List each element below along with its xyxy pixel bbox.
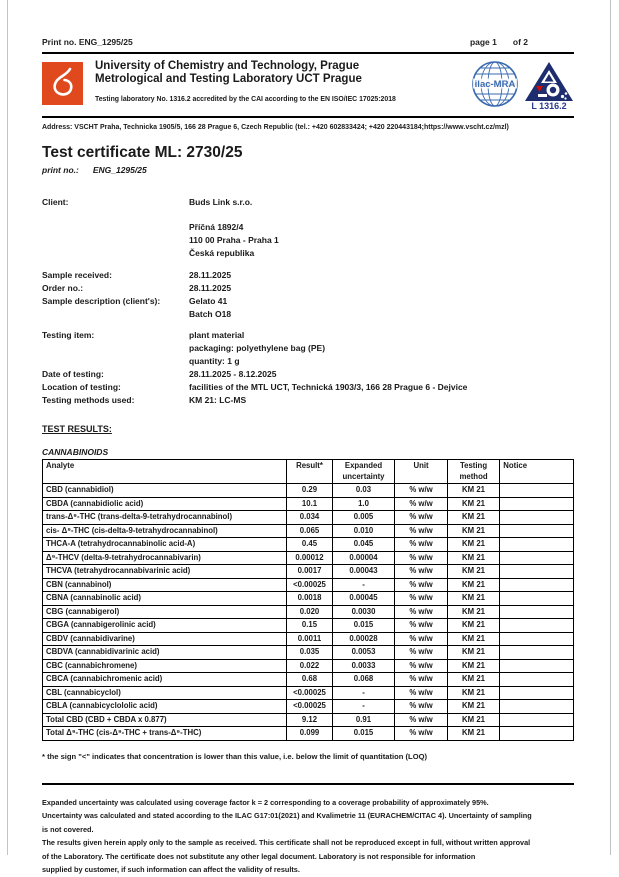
certificate-info [42,196,574,407]
result-cell: 0.065 [287,524,332,538]
method-cell: KM 21 [447,484,499,498]
analyte-cell: CBL (cannabicyclol) [43,686,287,700]
result-cell: <0.00025 [287,686,332,700]
info-label: Testing methods used: [42,395,135,405]
method-cell: KM 21 [447,538,499,552]
uncertainty-cell: - [332,578,395,592]
method-cell: KM 21 [447,727,499,741]
table-row [43,686,574,700]
info-label: Order no.: [42,283,84,293]
col-result: Result* [287,460,332,484]
method-cell: KM 21 [447,524,499,538]
org-name-line1: University of Chemistry and Technology, Prague [95,60,360,72]
info-row [42,381,574,394]
analyte-cell: CBG (cannabigerol) [43,605,287,619]
client-address-line: 110 00 Praha - Praha 1 [189,235,279,245]
table-row [43,578,574,592]
method-cell: KM 21 [447,551,499,565]
footer-disclaimer [42,796,574,877]
uncertainty-cell: 0.015 [332,619,395,633]
accreditation-logos [471,60,574,111]
unit-cell: % w/w [395,727,447,741]
notice-cell [500,659,574,673]
print-no-value: ENG_1295/25 [92,165,147,175]
result-cell: <0.00025 [287,578,332,592]
info-value: 28.11.2025 [189,283,232,293]
footer-line: supplied by customer, if such information can affect the validity of results. [42,865,300,874]
notice-cell [500,511,574,525]
client-address-line: Česká republika [189,248,255,258]
results-table [42,459,574,741]
table-row [43,646,574,660]
info-row [42,394,574,407]
method-cell: KM 21 [447,673,499,687]
client-row [42,196,574,209]
uncertainty-cell: 0.00004 [332,551,395,565]
result-cell: 0.15 [287,619,332,633]
unit-cell: % w/w [395,484,447,498]
result-cell: 0.020 [287,605,332,619]
analyte-cell: THCA-A (tetrahydrocannabinolic acid-A) [43,538,287,552]
results-table-body [43,484,574,741]
notice-cell [500,551,574,565]
table-row [43,538,574,552]
analyte-cell: CBNA (cannabinolic acid) [43,592,287,606]
uncertainty-cell: - [332,700,395,714]
table-row [43,632,574,646]
uncertainty-cell: 0.00045 [332,592,395,606]
table-row [43,524,574,538]
notice-cell [500,632,574,646]
client-address-line: Příčná 1892/4 [189,222,244,232]
result-cell: 0.022 [287,659,332,673]
accreditation-line: Testing laboratory No. 1316.2 accredited by the CAI according to the EN ISO/IEC 17025:2018 [95,96,396,103]
notice-cell [500,605,574,619]
unit-cell: % w/w [395,592,447,606]
method-cell: KM 21 [447,646,499,660]
method-cell: KM 21 [447,659,499,673]
info-row [42,342,574,355]
notice-cell [500,686,574,700]
print-number: Print no. ENG_1295/25 [42,37,133,47]
print-row [42,37,574,47]
method-cell: KM 21 [447,619,499,633]
method-cell: KM 21 [447,592,499,606]
table-row [43,659,574,673]
method-cell: KM 21 [447,632,499,646]
certificate-print-no [42,165,574,175]
test-results-heading: TEST RESULTS: [42,424,112,434]
result-cell: 0.29 [287,484,332,498]
info-value: facilities of the MTL UCT, Technická 1903/3, 166 28 Prague 6 - Dejvice [189,382,468,392]
uncertainty-cell: 0.005 [332,511,395,525]
letterhead-text [95,60,459,111]
uncertainty-cell: 0.0030 [332,605,395,619]
notice-cell [500,646,574,660]
footer-line: is not covered. [42,824,94,834]
method-cell: KM 21 [447,565,499,579]
table-row [43,727,574,741]
info-row [42,355,574,368]
cai-logo-block [524,61,574,111]
analyte-cell: THCVA (tetrahydrocannabivarinic acid) [43,565,287,579]
info-value: KM 21: LC-MS [189,395,247,405]
info-row [42,368,574,381]
result-cell: 10.1 [287,497,332,511]
unit-cell: % w/w [395,619,447,633]
unit-cell: % w/w [395,605,447,619]
info-label: Location of testing: [42,382,121,392]
analyte-cell: Total Δ⁹-THC (cis-Δ⁹-THC + trans-Δ⁹-THC) [43,727,287,741]
result-cell: 0.45 [287,538,332,552]
unit-cell: % w/w [395,632,447,646]
client-name: Buds Link s.r.o. [189,197,253,207]
info-label [42,342,189,355]
method-cell: KM 21 [447,700,499,714]
result-cell: 0.00012 [287,551,332,565]
uncertainty-cell: - [332,686,395,700]
unit-cell: % w/w [395,578,447,592]
ilac-mra-text: ilac-MRA [474,79,516,90]
result-cell: 9.12 [287,713,332,727]
analyte-cell: trans-Δ⁹-THC (trans-delta-9-tetrahydrocannabinol) [43,511,287,525]
result-cell: 0.035 [287,646,332,660]
result-cell: 0.034 [287,511,332,525]
page-label: page 1 [469,37,497,47]
unit-cell: % w/w [395,713,447,727]
table-row [43,592,574,606]
table-row [43,713,574,727]
table-row [43,497,574,511]
page-of-label: of 2 [512,37,528,47]
info-value: plant material [189,330,245,340]
info-label: Sample received: [42,270,112,280]
lab-address-line: Address: VSCHT Praha, Technicka 1905/5, 166 28 Prague 6, Czech Republic (tel.: +420 602833424; +420 220443184;https://www.vscht.cz/mzl) [42,124,509,131]
uncertainty-cell: 0.010 [332,524,395,538]
notice-cell [500,727,574,741]
footer-line: of the Laboratory. The certificate does not substitute any other legal document. Laboratory is not responsible for information [42,851,476,861]
client-address-block [42,221,574,260]
info-label [42,308,189,321]
result-cell: 0.0011 [287,632,332,646]
unit-cell: % w/w [395,565,447,579]
analyte-cell: cis- Δ⁹-THC (cis-delta-9-tetrahydrocannabinol) [43,524,287,538]
loq-footnote: * the sign "<" indicates that concentration is lower than this value, i.e. below the limit of quantitation (LOQ) [42,751,428,761]
info-value: Gelato 41 [189,296,228,306]
table-row [43,605,574,619]
divider-footer [42,783,574,785]
table-row [43,700,574,714]
info-value: quantity: 1 g [189,356,240,366]
unit-cell: % w/w [395,686,447,700]
unit-cell: % w/w [395,524,447,538]
footer-line: The results given herein apply only to the sample as received. This certificate shall not be reproduced except in full, without written approval [42,838,531,847]
client-label: Client: [42,197,69,207]
unit-cell: % w/w [395,700,447,714]
unit-cell: % w/w [395,538,447,552]
table-header-row [43,460,574,484]
uncertainty-cell: 0.068 [332,673,395,687]
uct-flask-logo-icon [42,62,83,105]
uncertainty-cell: 0.91 [332,713,395,727]
unit-cell: % w/w [395,673,447,687]
table-row [43,551,574,565]
page-indicator [470,37,528,47]
uncertainty-cell: 1.0 [332,497,395,511]
method-cell: KM 21 [447,605,499,619]
method-cell: KM 21 [447,686,499,700]
table-row [43,619,574,633]
uncertainty-cell: 0.00028 [332,632,395,646]
print-no-label: print no.: [42,165,79,175]
info-row [42,308,574,321]
table-row [43,673,574,687]
cannabinoids-heading: CANNABINOIDS [42,447,109,457]
uncertainty-cell: 0.03 [332,484,395,498]
uncertainty-cell: 0.0033 [332,659,395,673]
method-cell: KM 21 [447,713,499,727]
method-cell: KM 21 [447,497,499,511]
notice-cell [500,592,574,606]
result-cell: 0.099 [287,727,332,741]
cai-triangle-logo-icon [524,61,574,102]
notice-cell [500,578,574,592]
unit-cell: % w/w [395,551,447,565]
analyte-cell: CBLA (cannabicyclololic acid) [43,700,287,714]
info-row [42,282,574,295]
notice-cell [500,700,574,714]
method-cell: KM 21 [447,578,499,592]
ilac-mra-logo-icon [471,60,519,108]
notice-cell [500,619,574,633]
analyte-cell: CBGA (cannabigerolinic acid) [43,619,287,633]
col-method: Testing method [447,460,499,484]
info-label: Sample description (client's): [42,296,161,306]
table-row [43,484,574,498]
certificate-title: Test certificate ML: 2730/25 [42,144,243,161]
cai-accreditation-number: L 1316.2 [531,101,567,111]
info-row [42,295,574,308]
result-cell: <0.00025 [287,700,332,714]
uncertainty-cell: 0.015 [332,727,395,741]
analyte-cell: CBN (cannabinol) [43,578,287,592]
table-row [43,565,574,579]
footer-line: Uncertainty was calculated and stated according to the ILAC G17:01(2021) and Kvalimetrie 11 (EURACHEM/CITAC 4). Uncertainty of sampling [42,811,532,820]
result-cell: 0.0018 [287,592,332,606]
divider-under-letterhead [42,116,574,118]
info-label: Testing item: [42,330,95,340]
analyte-cell: Total CBD (CBD + CBDA x 0.877) [43,713,287,727]
result-cell: 0.0017 [287,565,332,579]
info-value: Batch O18 [189,309,232,319]
info-value: packaging: polyethylene bag (PE) [189,343,326,353]
col-analyte: Analyte [43,460,287,484]
letterhead [42,54,574,116]
info-label [42,355,189,368]
method-cell: KM 21 [447,511,499,525]
notice-cell [500,713,574,727]
analyte-cell: CBC (cannabichromene) [43,659,287,673]
analyte-cell: CBDVA (cannabidivarinic acid) [43,646,287,660]
certificate-page [7,0,611,874]
uncertainty-cell: 0.045 [332,538,395,552]
info-row [42,329,574,342]
notice-cell [500,497,574,511]
uncertainty-cell: 0.0053 [332,646,395,660]
analyte-cell: CBDA (cannabidiolic acid) [43,497,287,511]
col-unit: Unit [395,460,447,484]
unit-cell: % w/w [395,659,447,673]
org-name-line2: Metrological and Testing Laboratory UCT Prague [95,73,362,85]
notice-cell [500,565,574,579]
uncertainty-cell: 0.00043 [332,565,395,579]
unit-cell: % w/w [395,511,447,525]
result-cell: 0.68 [287,673,332,687]
unit-cell: % w/w [395,646,447,660]
unit-cell: % w/w [395,497,447,511]
col-notice: Notice [500,460,574,484]
notice-cell [500,538,574,552]
footer-line: Expanded uncertainty was calculated using coverage factor k = 2 corresponding to a coverage probability of approximately 95%. [42,797,489,807]
notice-cell [500,484,574,498]
testing-info-block [42,329,574,407]
notice-cell [500,673,574,687]
analyte-cell: CBCA (cannabichromenic acid) [43,673,287,687]
col-uncertainty: Expanded uncertainty [332,460,395,484]
table-row [43,511,574,525]
info-value: 28.11.2025 [189,270,232,280]
info-value: 28.11.2025 - 8.12.2025 [189,369,277,379]
info-row [42,269,574,282]
notice-cell [500,524,574,538]
analyte-cell: Δ⁹-THCV (delta-9-tetrahydrocannabivarin) [43,551,287,565]
analyte-cell: CBD (cannabidiol) [43,484,287,498]
analyte-cell: CBDV (cannabidivarine) [43,632,287,646]
sample-info-block [42,269,574,321]
info-label: Date of testing: [42,369,104,379]
